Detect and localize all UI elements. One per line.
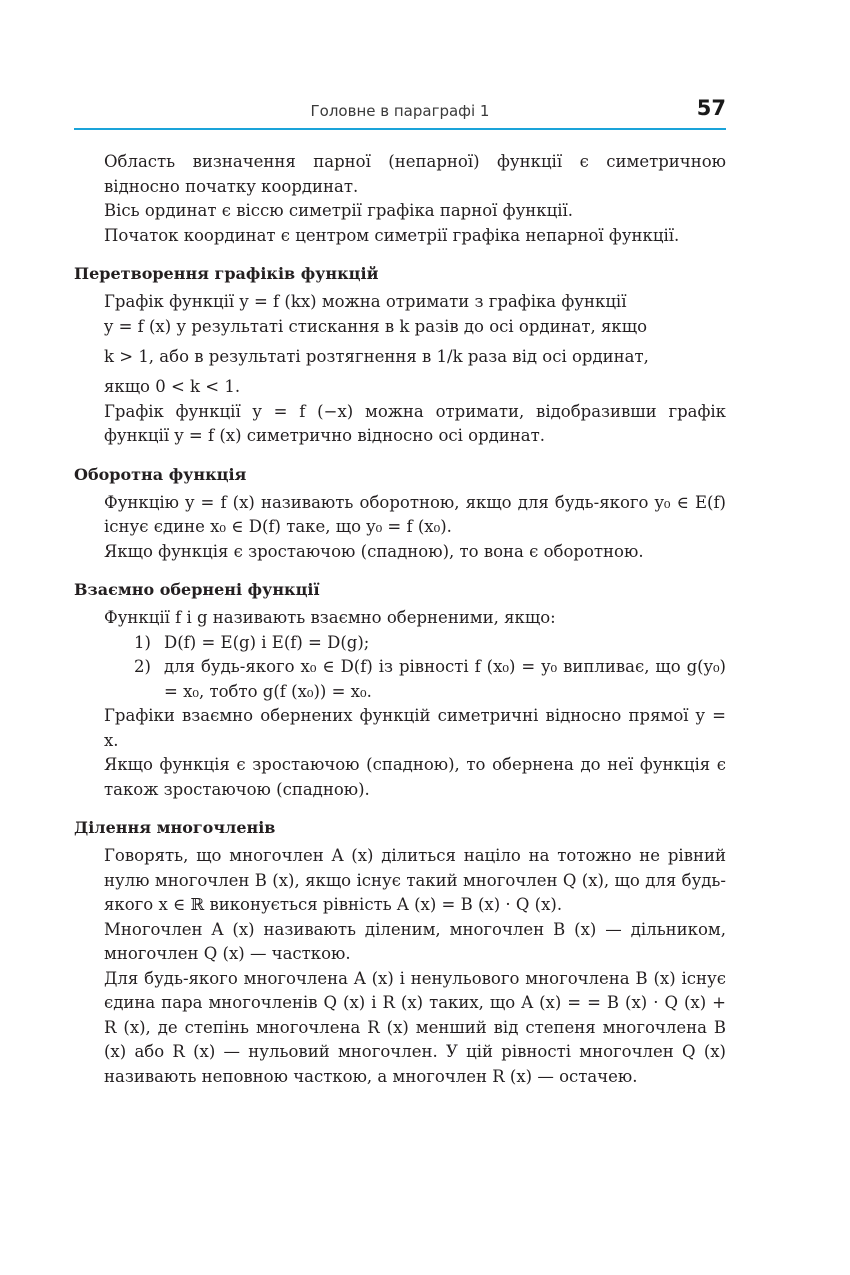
header-rule — [74, 128, 726, 130]
section-heading-mutual: Взаємно обернені функції — [74, 580, 320, 599]
running-title: Головне в параграфі 1 — [310, 102, 490, 120]
page-body — [74, 150, 726, 1089]
list-item-number: 2) — [134, 657, 151, 676]
mutual-paragraph-1: Функції f і g називають взаємно оберненими, якщо: — [104, 608, 556, 627]
section-heading-division: Ділення многочленів — [74, 818, 276, 837]
transform-line-2: y = f (x) у результаті стискання в k разів до осі ординат, якщо — [104, 316, 648, 336]
list-item-text: D(f) = E(g) і E(f) = D(g); — [164, 632, 370, 652]
intro-paragraph-2: Вісь ординат є віссю симетрії графіка парної функції. — [104, 201, 574, 220]
inverse-paragraph-1: Функцію y = f (x) називають оборотною, якщо для будь-якого y₀ ∈ E(f) існує єдине x₀ ∈ D(f) таке, що y₀ = f (x₀). — [104, 492, 726, 536]
mutual-paragraph-2: Графіки взаємно обернених функцій симетричні відносно прямої y = x. — [104, 706, 726, 750]
division-paragraph-1: Говорять, що многочлен A (x) ділиться націло на тотожно не рівний нулю многочлен B (x), якщо існує такий многочлен Q (x), що для будь-якого x ∈ ℝ виконується рівність A (x) = B (x) · Q (x). — [104, 846, 726, 914]
section-heading-inverse: Оборотна функція — [74, 464, 247, 484]
list-item — [134, 631, 726, 656]
list-item-number: 1) — [134, 632, 151, 652]
mutual-paragraph-3: Якщо функція є зростаючою (спадною), то обернена до неї функція є також зростаючою (спадною). — [104, 755, 726, 799]
list-item — [134, 655, 726, 704]
transform-line-4: якщо 0 < k < 1. — [104, 377, 241, 396]
transform-paragraph-2: Графік функції y = f (−x) можна отримати, відобразивши графік функції y = f (x) симетрично відносно осі ординат. — [104, 401, 726, 445]
section-heading-transform: Перетворення графіків функцій — [74, 264, 379, 283]
inverse-paragraph-2: Якщо функція є зростаючою (спадною), то вона є оборотною. — [104, 541, 644, 561]
intro-paragraph-1: Область визначення парної (непарної) функції є симетричною відносно початку координат. — [104, 152, 726, 196]
page-header — [74, 96, 726, 132]
division-paragraph-3: Для будь-якого многочлена A (x) і ненульового многочлена B (x) існує єдина пара многочленів Q (x) і R (x) таких, що A (x) = = B (x) · Q (x) + R (x), де степінь многочлена R (x) менший від степеня многочлена B (x) або R (x) — нульовий многочлен. У цій рівності многочлен Q (x) називають неповною часткою, а многочлен R (x) — остачею. — [104, 968, 726, 1086]
transform-line-3: k > 1, або в результаті розтягнення в 1/k раза від осі ординат, — [104, 347, 649, 366]
division-paragraph-2: Многочлен A (x) називають діленим, многочлен B (x) — дільником, многочлен Q (x) — часткою. — [104, 919, 726, 963]
page-number: 57 — [696, 96, 726, 120]
transform-line-1: Графік функції y = f (kx) можна отримати з графіка функції — [104, 292, 627, 311]
list-item-text: для будь-якого x₀ ∈ D(f) із рівності f (x₀) = y₀ випливає, що g(y₀) = x₀, тобто g(f (x₀)) = x₀. — [164, 657, 726, 701]
intro-paragraph-3: Початок координат є центром симетрії графіка непарної функції. — [104, 225, 680, 245]
